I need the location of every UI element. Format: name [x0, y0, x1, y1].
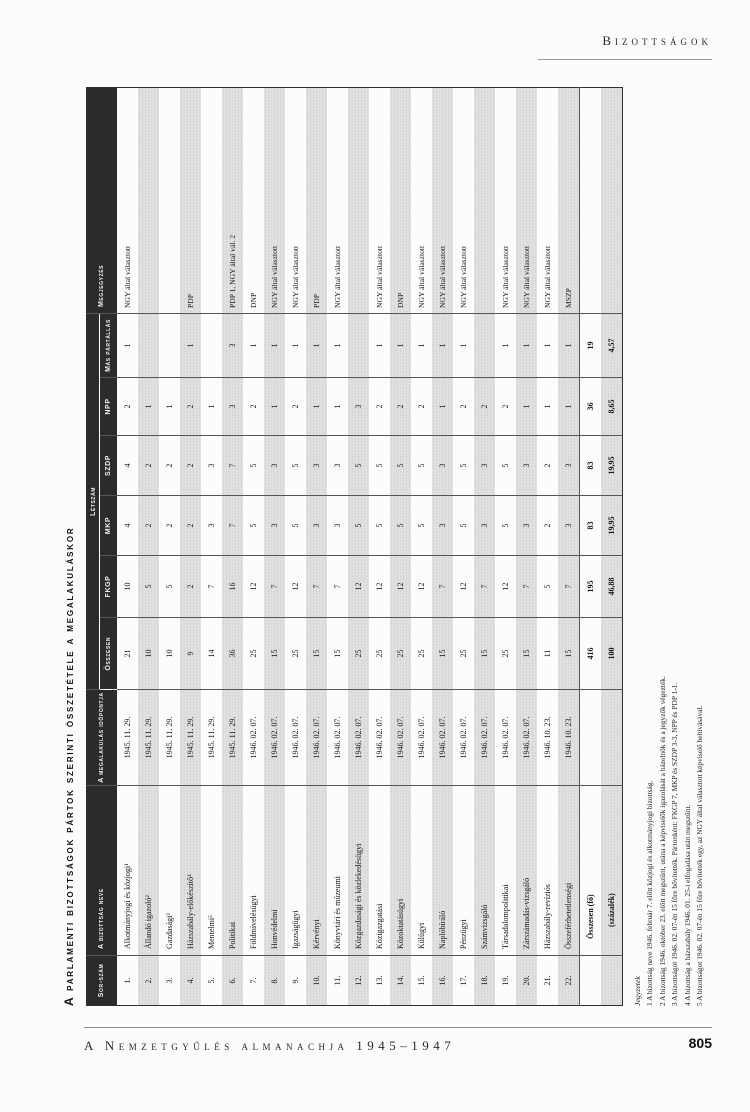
cell-mkp: 5 — [453, 496, 474, 556]
cell-date: 1945. 11. 29. — [117, 690, 138, 786]
rotated-content — [62, 86, 712, 1006]
cell-note: NGY által választott — [327, 88, 348, 314]
footnotes-heading: Jegyzetek — [632, 976, 642, 1006]
cell-npp: 2 — [243, 378, 264, 436]
cell-fkgp: 7 — [558, 556, 580, 618]
cell-note: NGY által választott — [537, 88, 558, 314]
cell-date: 1946. 10. 23. — [537, 690, 558, 786]
cell-other: 1 — [369, 314, 390, 378]
cell-total: 25 — [243, 618, 264, 690]
cell-npp: 1 — [138, 378, 159, 436]
cell-num: 20. — [516, 956, 537, 1006]
cell-szdp: 3 — [264, 436, 285, 496]
cell-total: 14 — [201, 618, 222, 690]
cell-total: 11 — [537, 618, 558, 690]
cell-total: 15 — [516, 618, 537, 690]
cell-date: 1946. 02. 07. — [432, 690, 453, 786]
cell-szdp: 5 — [243, 436, 264, 496]
cell-name: Kérvényi — [306, 786, 327, 956]
cell-fkgp: 12 — [243, 556, 264, 618]
cell-total: 15 — [474, 618, 495, 690]
table-row — [369, 88, 390, 1006]
header-megjegyzes: Megjegyzés — [87, 88, 117, 314]
cell-date: 1946. 02. 07. — [411, 690, 432, 786]
cell-mkp: 2 — [138, 496, 159, 556]
cell-other: 1 — [495, 314, 516, 378]
cell-date: 1945. 11. 29. — [159, 690, 180, 786]
cell-note: NGY által választott — [264, 88, 285, 314]
footnote-line: 5 A bizottságot 1946. 02. 07-én 15 főre bővítették egy, az NGY által választott képviselő behívásával. — [695, 705, 704, 1006]
cell-npp: 1 — [306, 378, 327, 436]
cell-fkgp: 7 — [516, 556, 537, 618]
total-fo-fkgp: 195 — [579, 556, 601, 618]
cell-szdp: 4 — [117, 436, 138, 496]
cell-szdp: 2 — [537, 436, 558, 496]
header-osszesen: Összesen — [100, 618, 117, 690]
cell-empty — [579, 690, 601, 786]
cell-npp: 1 — [516, 378, 537, 436]
cell-note — [348, 88, 369, 314]
footnote-line: 4 A bizottság a házszabály 1946. 01. 25-i elfogadása után megszűnt. — [682, 804, 692, 1006]
cell-szdp: 2 — [138, 436, 159, 496]
cell-num: 14. — [390, 956, 411, 1006]
cell-szdp: 5 — [285, 436, 306, 496]
header-szdp: SZDP — [100, 436, 117, 496]
cell-szdp: 3 — [327, 436, 348, 496]
cell-mkp: 7 — [222, 496, 243, 556]
cell-note: NGY által választott — [411, 88, 432, 314]
cell-mkp: 2 — [537, 496, 558, 556]
cell-fkgp: 10 — [117, 556, 138, 618]
table-row — [411, 88, 432, 1006]
cell-note: DNP — [243, 88, 264, 314]
cell-other: 1 — [285, 314, 306, 378]
cell-date: 1946. 02. 07. — [285, 690, 306, 786]
cell-name: Számvizsgáló — [474, 786, 495, 956]
cell-npp: 2 — [285, 378, 306, 436]
cell-note: NGY által választott — [516, 88, 537, 314]
table-row — [348, 88, 369, 1006]
cell-other: 1 — [243, 314, 264, 378]
header-fkgp: FKGP — [100, 556, 117, 618]
cell-num: 16. — [432, 956, 453, 1006]
cell-date: 1946. 02. 07. — [348, 690, 369, 786]
cell-name: Házszabály-revíziós — [537, 786, 558, 956]
table-row — [390, 88, 411, 1006]
total-fo-szdp: 83 — [579, 436, 601, 496]
cell-note: NGY által választott — [495, 88, 516, 314]
cell-name: Mentelmi⁵ — [201, 786, 222, 956]
cell-fkgp: 5 — [138, 556, 159, 618]
table-row — [432, 88, 453, 1006]
cell-szdp: 3 — [306, 436, 327, 496]
cell-mkp: 3 — [474, 496, 495, 556]
cell-other: 1 — [180, 314, 201, 378]
cell-szdp: 7 — [222, 436, 243, 496]
cell-date: 1946. 02. 07. — [495, 690, 516, 786]
footnote-line: 3 A bizottságot 1946. 02. 07-én 15 főre bővítették. Pártonként: FKGP 7, MKP és SZDP 3-3, NPP és PDP 1-1. — [670, 682, 679, 1006]
cell-date: 1946. 02. 07. — [474, 690, 495, 786]
cell-npp: 2 — [411, 378, 432, 436]
cell-fkgp: 12 — [390, 556, 411, 618]
table-row — [201, 88, 222, 1006]
cell-mkp: 5 — [285, 496, 306, 556]
cell-szdp: 3 — [201, 436, 222, 496]
cell-mkp: 5 — [369, 496, 390, 556]
cell-num: 6. — [222, 956, 243, 1006]
cell-date: 1945. 11. 29. — [222, 690, 243, 786]
cell-fkgp: 12 — [495, 556, 516, 618]
cell-name: Közoktatásügyi — [390, 786, 411, 956]
cell-note: NGY által választott — [432, 88, 453, 314]
cell-date: 1946. 02. 07. — [243, 690, 264, 786]
total-pct-mkp: 19,95 — [601, 496, 623, 556]
cell-other: 1 — [453, 314, 474, 378]
table-row — [537, 88, 558, 1006]
footer-title: A Nemzetgyűlés almanachja 1945–1947 — [84, 1038, 456, 1053]
table-row — [243, 88, 264, 1006]
cell-name: Honvédelmi — [264, 786, 285, 956]
cell-total: 15 — [558, 618, 580, 690]
cell-name: Összeférhetetlenségi — [558, 786, 580, 956]
table-row — [306, 88, 327, 1006]
cell-npp: 2 — [495, 378, 516, 436]
total-pct-label: (százalék) — [601, 786, 623, 956]
cell-date: 1946. 02. 07. — [264, 690, 285, 786]
cell-empty — [579, 956, 601, 1006]
cell-szdp: 2 — [180, 436, 201, 496]
table-body — [117, 88, 580, 1006]
cell-date: 1945. 11. 29. — [201, 690, 222, 786]
table-row — [117, 88, 138, 1006]
cell-empty — [601, 956, 623, 1006]
table-row — [159, 88, 180, 1006]
total-fo-mkp: 83 — [579, 496, 601, 556]
cell-npp: 1 — [327, 378, 348, 436]
cell-note — [201, 88, 222, 314]
cell-fkgp: 12 — [285, 556, 306, 618]
cell-mkp: 3 — [201, 496, 222, 556]
cell-fkgp: 7 — [432, 556, 453, 618]
cell-name: Házszabály-előkészítő⁴ — [180, 786, 201, 956]
cell-note: PDP 1, NGY által vál. 2 — [222, 88, 243, 314]
table-header — [87, 88, 117, 1006]
cell-npp: 2 — [453, 378, 474, 436]
cell-fkgp: 2 — [180, 556, 201, 618]
cell-fkgp: 7 — [264, 556, 285, 618]
cell-szdp: 5 — [390, 436, 411, 496]
table-row — [138, 88, 159, 1006]
cell-fkgp: 12 — [411, 556, 432, 618]
cell-note: NGY által választott — [285, 88, 306, 314]
cell-note: NGY által választott — [117, 88, 138, 314]
cell-name: Könyvtári és múzeumi — [327, 786, 348, 956]
cell-note: NGY által választott — [453, 88, 474, 314]
footnotes-list — [644, 86, 707, 1006]
cell-szdp: 3 — [474, 436, 495, 496]
cell-name: Társadalompolitikai — [495, 786, 516, 956]
cell-npp: 2 — [474, 378, 495, 436]
cell-name: Zárszámadás-vizsgáló — [516, 786, 537, 956]
cell-total: 25 — [369, 618, 390, 690]
header-npp: NPP — [100, 378, 117, 436]
cell-other: 1 — [327, 314, 348, 378]
table-row — [327, 88, 348, 1006]
cell-other — [159, 314, 180, 378]
cell-mkp: 3 — [264, 496, 285, 556]
cell-num: 19. — [500, 975, 510, 986]
cell-num: 10. — [306, 956, 327, 1006]
table-totals — [579, 88, 622, 1006]
table-title: A parlamenti bizottságok pártok szerinti összetétele a megalakuláskor — [62, 526, 76, 1006]
cell-total: 15 — [432, 618, 453, 690]
cell-npp: 2 — [117, 378, 138, 436]
total-pct-szdp: 19,95 — [601, 436, 623, 496]
cell-mkp: 3 — [432, 496, 453, 556]
table-row — [474, 88, 495, 1006]
cell-mkp: 3 — [516, 496, 537, 556]
cell-other — [138, 314, 159, 378]
cell-num: 18. — [474, 956, 495, 1006]
cell-other: 1 — [390, 314, 411, 378]
cell-note: MSZP — [558, 88, 580, 314]
cell-npp: 1 — [537, 378, 558, 436]
cell-mkp: 5 — [390, 496, 411, 556]
cell-fkgp: 7 — [306, 556, 327, 618]
table-row — [264, 88, 285, 1006]
cell-name: Közgazdasági és közlekedésügyi — [348, 786, 369, 956]
rotated-inner — [62, 86, 712, 1006]
cell-num: 2. — [138, 956, 159, 1006]
cell-note — [474, 88, 495, 314]
cell-fkgp: 12 — [453, 556, 474, 618]
cell-other — [474, 314, 495, 378]
cell-other: 1 — [117, 314, 138, 378]
cell-name: Állandó igazoló² — [138, 786, 159, 956]
running-head-rule — [538, 59, 712, 60]
cell-total: 10 — [138, 618, 159, 690]
cell-name: Politikai — [222, 786, 243, 956]
cell-other: 1 — [264, 314, 285, 378]
cell-num: 7. — [248, 977, 258, 984]
cell-other: 1 — [432, 314, 453, 378]
cell-fkgp: 7 — [474, 556, 495, 618]
total-pct-osszesen: 100 — [601, 618, 623, 690]
cell-fkgp: 12 — [369, 556, 390, 618]
total-pct-npp: 8,65 — [601, 378, 623, 436]
cell-mkp: 5 — [348, 496, 369, 556]
cell-num: 5. — [206, 977, 216, 984]
footer-rule — [84, 1027, 712, 1028]
cell-other: 1 — [558, 314, 580, 378]
page-number: 805 — [688, 1035, 712, 1051]
cell-num: 21. — [542, 975, 552, 986]
cell-mkp: 4 — [117, 496, 138, 556]
footnote-line: 1 A bizottság neve 1946. február 7. előtt közjogi és alkotmányjogi bizottság. — [645, 780, 654, 1006]
cell-other: 1 — [411, 314, 432, 378]
cell-name: Gazdasági³ — [159, 786, 180, 956]
cell-name: Pénzügyi — [453, 786, 474, 956]
cell-szdp: 3 — [432, 436, 453, 496]
header-letszam-group: Létszám — [87, 314, 100, 690]
cell-npp: 1 — [432, 378, 453, 436]
header-bizottsag-neve: A bizottság neve — [87, 786, 117, 956]
cell-date: 1946. 02. 07. — [390, 690, 411, 786]
cell-mkp: 3 — [558, 496, 580, 556]
cell-szdp: 5 — [495, 436, 516, 496]
cell-name: Külügyi — [411, 786, 432, 956]
cell-num: 22. — [558, 956, 580, 1006]
cell-note — [138, 88, 159, 314]
cell-num: 13. — [374, 975, 384, 986]
table-row — [180, 88, 201, 1006]
table-row — [222, 88, 243, 1006]
total-pct-mas: 4,57 — [601, 314, 623, 378]
table-row — [453, 88, 474, 1006]
cell-name: Közigazgatási — [369, 786, 390, 956]
cell-empty — [601, 88, 623, 314]
cell-num: 12. — [348, 956, 369, 1006]
header-mas-partallas: Más pártállás — [100, 314, 117, 378]
total-fo-label: Összesen (fő) — [579, 786, 601, 956]
cell-mkp: 2 — [180, 496, 201, 556]
cell-fkgp: 5 — [537, 556, 558, 618]
cell-mkp: 3 — [327, 496, 348, 556]
cell-date: 1946. 02. 07. — [327, 690, 348, 786]
cell-total: 21 — [117, 618, 138, 690]
header-megalakulas-idopontja: A megalakulás időpontja — [87, 690, 117, 786]
cell-npp: 1 — [264, 378, 285, 436]
cell-total: 25 — [411, 618, 432, 690]
cell-note — [159, 88, 180, 314]
table-row — [285, 88, 306, 1006]
cell-num: 11. — [332, 975, 342, 986]
total-pct-fkgp: 46,88 — [601, 556, 623, 618]
total-fo-npp: 36 — [579, 378, 601, 436]
cell-other: 3 — [222, 314, 243, 378]
cell-npp: 1 — [159, 378, 180, 436]
cell-num: 9. — [290, 977, 300, 984]
cell-szdp: 5 — [369, 436, 390, 496]
cell-name: Alkotmányjogi és közjogi¹ — [117, 786, 138, 956]
cell-fkgp: 7 — [201, 556, 222, 618]
cell-szdp: 5 — [348, 436, 369, 496]
cell-date: 1946. 02. 07. — [369, 690, 390, 786]
cell-empty — [579, 88, 601, 314]
running-head: Bizottságok — [602, 33, 712, 48]
cell-szdp: 3 — [558, 436, 580, 496]
cell-total: 25 — [453, 618, 474, 690]
cell-fkgp: 12 — [348, 556, 369, 618]
cell-szdp: 5 — [453, 436, 474, 496]
cell-fkgp: 16 — [222, 556, 243, 618]
cell-num: 3. — [164, 977, 174, 984]
header-mkp: MKP — [100, 496, 117, 556]
cell-mkp: 5 — [495, 496, 516, 556]
cell-num: 15. — [416, 975, 426, 986]
cell-npp: 3 — [348, 378, 369, 436]
cell-mkp: 2 — [159, 496, 180, 556]
cell-mkp: 3 — [306, 496, 327, 556]
cell-total: 25 — [285, 618, 306, 690]
footnotes — [632, 86, 707, 1006]
cell-total: 36 — [222, 618, 243, 690]
committees-table — [86, 87, 623, 1006]
cell-name: Naplóbíráló — [432, 786, 453, 956]
cell-other: 1 — [306, 314, 327, 378]
footnote-line: 2 A bizottság 1946. október 23. előtt megszűnt, utána a képviselők igazolását a házelnök és a jegyzők végezték. — [657, 676, 667, 1006]
total-row-fo — [579, 88, 601, 1006]
cell-note: PDP — [180, 88, 201, 314]
cell-name: Igazságügyi — [285, 786, 306, 956]
cell-other — [348, 314, 369, 378]
cell-szdp: 3 — [516, 436, 537, 496]
cell-total: 25 — [495, 618, 516, 690]
cell-note: DNP — [390, 88, 411, 314]
cell-num: 17. — [458, 975, 468, 986]
cell-fkgp: 7 — [327, 556, 348, 618]
cell-note: PDP — [306, 88, 327, 314]
cell-fkgp: 5 — [159, 556, 180, 618]
cell-other: 1 — [516, 314, 537, 378]
cell-npp: 2 — [369, 378, 390, 436]
cell-total: 15 — [327, 618, 348, 690]
cell-npp: 1 — [558, 378, 580, 436]
total-fo-osszesen: 416 — [579, 618, 601, 690]
total-fo-mas: 19 — [579, 314, 601, 378]
cell-empty — [601, 690, 623, 786]
cell-date: 1945. 11. 29. — [180, 690, 201, 786]
cell-mkp: 5 — [411, 496, 432, 556]
cell-other: 1 — [537, 314, 558, 378]
table-row — [516, 88, 537, 1006]
cell-total: 25 — [390, 618, 411, 690]
cell-total: 10 — [159, 618, 180, 690]
cell-total: 15 — [306, 618, 327, 690]
cell-szdp: 2 — [159, 436, 180, 496]
total-row-szazalek — [601, 88, 623, 1006]
cell-npp: 2 — [390, 378, 411, 436]
cell-npp: 2 — [180, 378, 201, 436]
cell-total: 15 — [264, 618, 285, 690]
cell-npp: 3 — [222, 378, 243, 436]
cell-date: 1946. 02. 07. — [306, 690, 327, 786]
cell-num: 4. — [180, 956, 201, 1006]
table-row — [495, 88, 516, 1006]
cell-num: 1. — [122, 977, 132, 984]
cell-date: 1946. 02. 07. — [516, 690, 537, 786]
cell-note: NGY által választott — [369, 88, 390, 314]
header-sorszam: Sor-szám — [87, 956, 117, 1006]
cell-date: 1946. 02. 07. — [453, 690, 474, 786]
cell-szdp: 5 — [411, 436, 432, 496]
cell-name: Földmívelésügyi — [243, 786, 264, 956]
cell-date: 1946. 10. 23. — [558, 690, 580, 786]
cell-other — [201, 314, 222, 378]
cell-total: 9 — [180, 618, 201, 690]
table-row — [558, 88, 580, 1006]
cell-npp: 1 — [201, 378, 222, 436]
cell-mkp: 5 — [243, 496, 264, 556]
cell-total: 25 — [348, 618, 369, 690]
cell-date: 1945. 11. 29. — [138, 690, 159, 786]
cell-num: 8. — [264, 956, 285, 1006]
